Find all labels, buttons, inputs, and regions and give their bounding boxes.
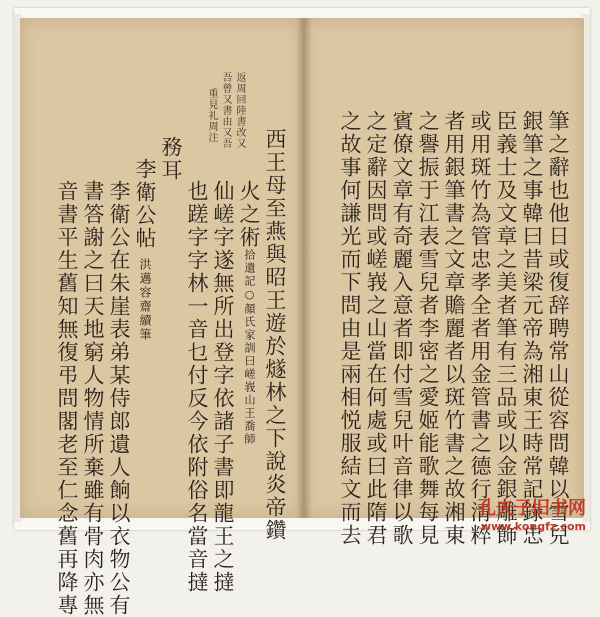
- annotation-line-2: 吾曾又書由又吾: [220, 72, 231, 149]
- watermark: [478, 494, 586, 533]
- text-column-6-note: 洪邁容齋續筆: [138, 258, 152, 342]
- text-column-8: 書答謝之曰天地窮人物情所棄雖有骨肉亦無: [81, 180, 105, 617]
- text-column-6-main: 李衛公帖: [133, 158, 157, 250]
- text-column-1: 西王母至燕與昭王遊於燧林之下說炎帝鑽: [263, 128, 287, 542]
- annotation-line-3: 重見礼周注: [206, 88, 217, 143]
- right-column-4: 或用斑竹為管忠孝全者用金管書之德行清粹: [468, 110, 492, 547]
- annotation-line-1: 返周回陸書改又: [234, 72, 245, 149]
- right-column-6: 之譽振于江表雪兒者李密之愛姬能歌舞每見: [416, 110, 440, 547]
- text-column-4: 也蹉字字林一音乜付反今依附俗名當音撻: [185, 180, 209, 594]
- right-column-9: 之故事何謙光而下問由是兩相悦服結文而去: [338, 110, 362, 547]
- right-column-2: 銀筆之事韓曰昔梁元帝為湘東王時常記錄忠: [520, 110, 544, 547]
- right-column-7: 賓僚文章有奇麗入意者即付雪兒叶音律以歌: [390, 110, 414, 547]
- text-column-2-note: 拾遺記○顏氏家訓曰嵯峩山王喬師: [243, 249, 256, 446]
- right-column-3: 臣義士及文章之美者筆有三品或以金銀雕飾: [494, 110, 518, 547]
- text-column-9: 音書平生舊知無復弔問閣老至仁念舊再降專: [55, 180, 79, 617]
- text-column-7: 李衛公在朱崖表弟某侍郎遺人餉以衣物公有: [107, 180, 131, 617]
- left-page: [20, 18, 303, 617]
- text-column-3: 仙嵯字遂無所出登字依諸子書即龍王之撻: [211, 180, 235, 594]
- watermark-url: www.kongfz.com: [480, 520, 586, 533]
- text-column-5: 務耳: [159, 136, 183, 182]
- right-column-8: 之定辭因問或嵯峩之山當在何處或曰此隋君: [364, 110, 388, 547]
- text-column-6: [134, 158, 155, 342]
- text-column-2-main: 火之術: [237, 180, 261, 249]
- book-gutter: [296, 18, 312, 518]
- watermark-logo: 孔夫子旧书网: [478, 498, 586, 519]
- text-column-2: [238, 180, 259, 446]
- right-column-5: 者用銀筆書之文章贍麗者以斑竹書之故湘東: [442, 110, 466, 547]
- right-column-1: 筆之辭也他日或復辞聘常山從容問韓以雪兒: [546, 110, 570, 547]
